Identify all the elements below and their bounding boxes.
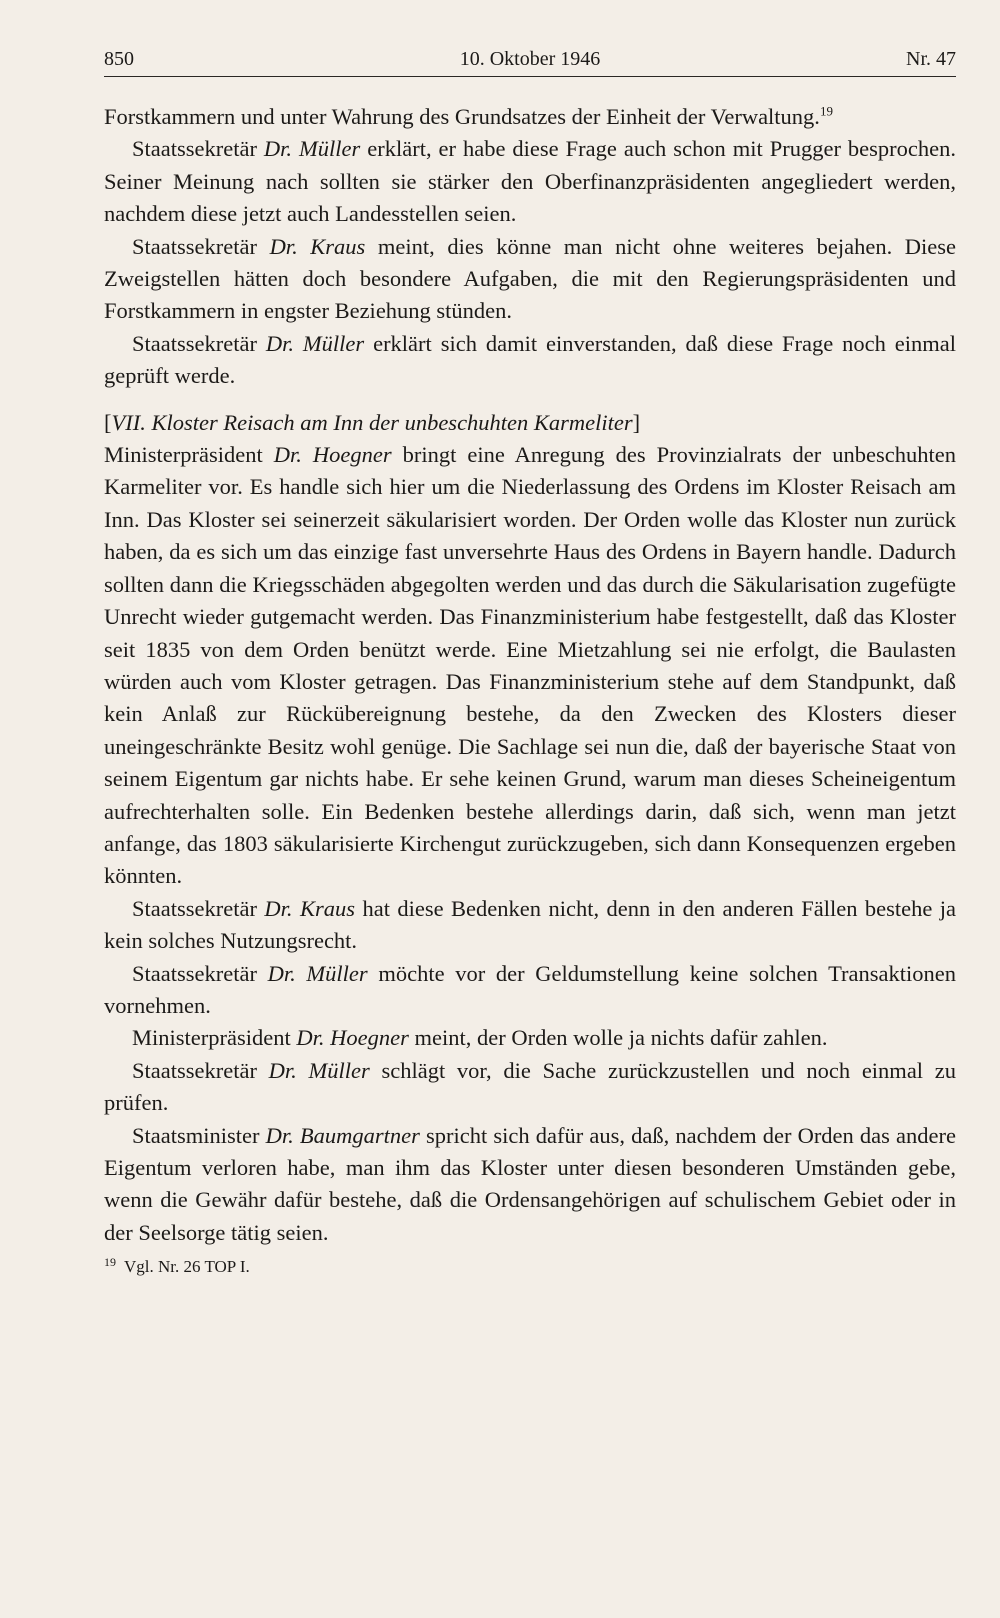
heading-text: VII. Kloster Reisach am Inn der unbeschuhten Karmeliter <box>111 409 633 435</box>
paragraph-10-text: spricht sich dafür aus, daß, nachdem der Orden das andere Eigentum verloren habe, man ihm das Kloster unter diesen besonderen Umständen gebe, wenn die Gewähr dafür bestehe, daß die Ordensangehörigen auf schulischem Gebiet oder in der Seelsorge tätig seien. <box>104 1122 957 1245</box>
paragraph-9 <box>104 1055 956 1120</box>
paragraph-8-text: meint, der Orden wolle ja nichts dafür zahlen. <box>408 1025 828 1051</box>
document-number: Nr. 47 <box>906 48 956 70</box>
paragraph-2-text: erklärt, er habe diese Frage auch schon mit Prugger besprochen. Seiner Meinung nach sollten sie stärker den Oberfinanzpräsidenten angegliedert werden, nachdem diese jetzt auch Landesstellen seien. <box>104 136 956 227</box>
speaker-title: Staatssekretär <box>132 1057 257 1083</box>
speaker-title: Staatssekretär <box>132 330 257 356</box>
footnote-text: Vgl. Nr. 26 TOP I. <box>124 1257 250 1277</box>
heading-bracket-open: [ <box>104 409 112 435</box>
paragraph-10 <box>104 1120 956 1250</box>
document-body <box>104 101 956 1249</box>
speaker-title: Staatssekretär <box>132 895 257 921</box>
footnote-number: 19 <box>104 1254 116 1269</box>
page-header <box>104 44 956 74</box>
paragraph-8 <box>104 1022 956 1054</box>
speaker-name: Dr. Kraus <box>264 895 356 921</box>
paragraph-6 <box>104 893 956 958</box>
paragraph-9-text: schlägt vor, die Sache zurückzustellen und noch einmal zu prüfen. <box>104 1057 957 1116</box>
paragraph-7-text: möchte vor der Geldumstellung keine solchen Transaktionen vornehmen. <box>104 960 956 1018</box>
speaker-name: Dr. Müller <box>268 1057 370 1083</box>
footnote-reference: 19 <box>819 103 833 119</box>
paragraph-5 <box>104 439 956 893</box>
paragraph-1-text: Forstkammern und unter Wahrung des Grundsatzes der Einheit der Verwaltung. <box>104 104 820 129</box>
footnote <box>104 1255 956 1279</box>
page-number: 850 <box>104 48 134 70</box>
speaker-title: Staatsminister <box>132 1122 260 1148</box>
speaker-name: Dr. Baumgartner <box>265 1122 420 1148</box>
section-heading <box>104 407 956 439</box>
header-rule <box>104 76 956 77</box>
speaker-title: Staatssekretär <box>132 136 257 162</box>
speaker-name: Dr. Hoegner <box>273 442 392 468</box>
speaker-title: Ministerpräsident <box>132 1025 291 1051</box>
paragraph-1 <box>104 101 956 133</box>
speaker-name: Dr. Kraus <box>269 233 366 259</box>
paragraph-4-text: erklärt sich damit einverstanden, daß diese Frage noch einmal geprüft werde. <box>104 330 957 389</box>
paragraph-3-text: meint, dies könne man nicht ohne weiteres bejahen. Diese Zweigstellen hätten doch besondere Aufgaben, die mit den Regierungspräsidenten und Forstkammern in engster Beziehung stünden. <box>104 233 957 324</box>
speaker-name: Dr. Müller <box>263 136 361 162</box>
paragraph-2 <box>104 133 956 230</box>
paragraph-4 <box>104 328 956 393</box>
heading-bracket-close: ] <box>632 409 641 435</box>
header-date: 10. Oktober 1946 <box>459 48 601 70</box>
paragraph-6-text: hat diese Bedenken nicht, denn in den anderen Fällen bestehe ja kein solches Nutzungsrecht. <box>104 895 957 954</box>
speaker-title: Staatssekretär <box>132 960 257 986</box>
document-page <box>104 44 956 1279</box>
speaker-title: Staatssekretär <box>132 233 257 259</box>
paragraph-3 <box>104 231 956 328</box>
paragraph-7 <box>104 958 956 1023</box>
speaker-title: Ministerpräsident <box>104 442 263 468</box>
speaker-name: Dr. Müller <box>267 960 368 986</box>
paragraph-5-text: bringt eine Anregung des Provinzialrats der unbeschuhten Karmeliter vor. Es handle sich hier um die Niederlassung des Ordens im Kloster Reisach am Inn. Das Kloster sei seinerzeit säkularisiert worden. Der Orden wolle das Kloster nun zurück haben, da es sich um das einzige fast unversehrte Haus des Ordens in Bayern handle. Dadurch sollten dann die Kriegsschäden abgegolten werden und das durch die Säkularisation zugefügte Unrecht wieder gutgemacht werden. Das Finanzministerium habe festgestellt, daß das Kloster seit 1835 von dem Orden benützt werde. Eine Mietzahlung sei nie erfolgt, die Baulasten würden auch vom Kloster getragen. Das Finanzministerium stehe auf dem Standpunkt, daß kein Anlaß zur Rückübereignung bestehe, da den Zwecken des Klosters dieser uneingeschränkte Besitz wohl genüge. Die Sachlage sei nun die, daß der bayerische Staat von seinem Eigentum gar nichts habe. Er sehe keinen Grund, warum man dieses Scheineigentum aufrechterhalten solle. Ein Bedenken bestehe allerdings darin, daß sich, wenn man jetzt anfange, das 1803 säkularisierte Kirchengut zurückzugeben, sich dann Konsequenzen ergeben könnten. <box>104 442 957 889</box>
speaker-name: Dr. Müller <box>265 330 365 356</box>
speaker-name: Dr. Hoegner <box>296 1025 409 1051</box>
